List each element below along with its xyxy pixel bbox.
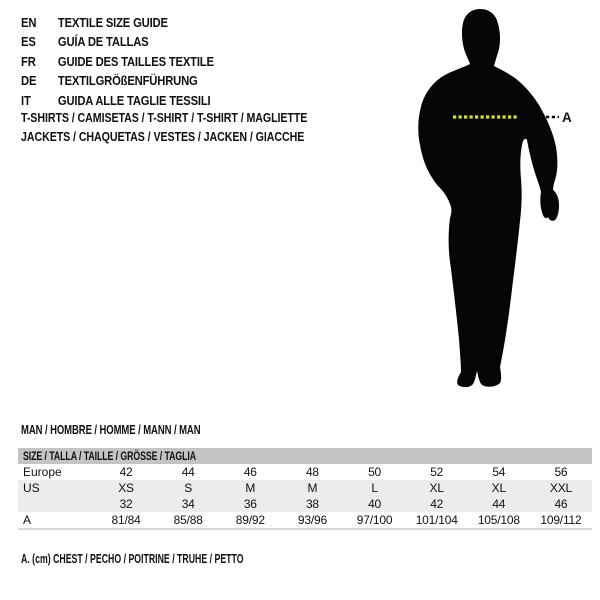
language-code: DE: [21, 74, 37, 89]
measurement-legend: A. (cm) CHEST / PECHO / POITRINE / TRUHE / PETTO: [21, 552, 244, 566]
size-cell: 109/112: [540, 513, 582, 527]
size-cell: XL: [491, 481, 506, 495]
man-silhouette-svg: [405, 2, 585, 398]
size-cell: M: [245, 481, 256, 495]
size-table-header-label: SIZE / TALLA / TAILLE / GRÖSSE / TAGLIA: [23, 449, 197, 463]
size-row-us: [18, 480, 592, 496]
size-table-header-row: [18, 448, 592, 464]
row-label: [18, 496, 95, 512]
man-silhouette-path: [418, 9, 559, 387]
size-cell: 44: [492, 497, 506, 511]
size-cell: 52: [430, 465, 444, 479]
language-label: GUIDE DES TAILLES TEXTILE: [57, 54, 214, 69]
category-tshirts: T-SHIRTS / CAMISETAS / T-SHIRT / T-SHIRT / MAGLIETTE: [21, 110, 308, 125]
language-code: EN: [21, 16, 37, 30]
size-cell: 34: [181, 497, 195, 511]
size-cell: 42: [119, 465, 133, 479]
man-silhouette-figure: [405, 2, 585, 398]
size-cell: XL: [429, 481, 444, 495]
language-item-de: [21, 72, 214, 91]
size-cell: 38: [305, 497, 319, 511]
language-code: FR: [21, 54, 36, 69]
language-label: GUIDA ALLE TAGLIE TESSILI: [57, 93, 211, 108]
size-cell: 44: [181, 465, 195, 479]
language-item-fr: [21, 53, 214, 72]
row-label: A: [23, 513, 32, 527]
language-item-en: [21, 14, 214, 33]
language-label: TEXTILE SIZE GUIDE: [57, 16, 168, 30]
size-table: [18, 448, 592, 530]
row-label: US: [23, 481, 40, 495]
size-cell: XXL: [549, 481, 572, 495]
size-cell: 105/108: [477, 513, 520, 527]
size-cell: 54: [492, 465, 506, 479]
language-item-es: [21, 33, 214, 52]
size-cell: 89/92: [235, 513, 265, 527]
size-cell: 101/104: [415, 513, 458, 527]
category-jackets: JACKETS / CHAQUETAS / VESTES / JACKEN / GIACCHE: [21, 129, 305, 144]
size-row-chest-a: [18, 512, 592, 528]
size-cell: 50: [368, 465, 382, 479]
size-cell: 32: [119, 497, 133, 511]
language-code: ES: [21, 35, 36, 50]
size-cell: 48: [305, 465, 319, 479]
language-label: TEXTILGRÖßENFÜHRUNG: [57, 74, 198, 89]
size-cell: 85/88: [173, 513, 203, 527]
size-cell: 36: [243, 497, 257, 511]
size-cell: 93/96: [297, 513, 327, 527]
language-label: GUÍA DE TALLAS: [57, 35, 149, 50]
size-row-europe: [18, 464, 592, 480]
size-cell: S: [184, 481, 193, 495]
size-cell: M: [307, 481, 318, 495]
size-cell: 56: [554, 465, 568, 479]
size-cell: 40: [368, 497, 382, 511]
size-cell: XS: [118, 481, 134, 495]
size-cell: 42: [430, 497, 444, 511]
size-cell: 46: [554, 497, 568, 511]
size-cell: 46: [243, 465, 257, 479]
size-cell: L: [371, 481, 378, 495]
size-cell: 81/84: [111, 513, 141, 527]
size-cell: 97/100: [356, 513, 393, 527]
row-label: Europe: [23, 465, 62, 479]
language-code: IT: [21, 93, 31, 108]
measure-label-a: A: [562, 110, 572, 125]
section-title-man: MAN / HOMBRE / HOMME / MANN / MAN: [21, 422, 201, 437]
size-row-numeric: [18, 496, 592, 512]
language-guide-list: [21, 14, 214, 111]
category-lines: [21, 108, 307, 146]
